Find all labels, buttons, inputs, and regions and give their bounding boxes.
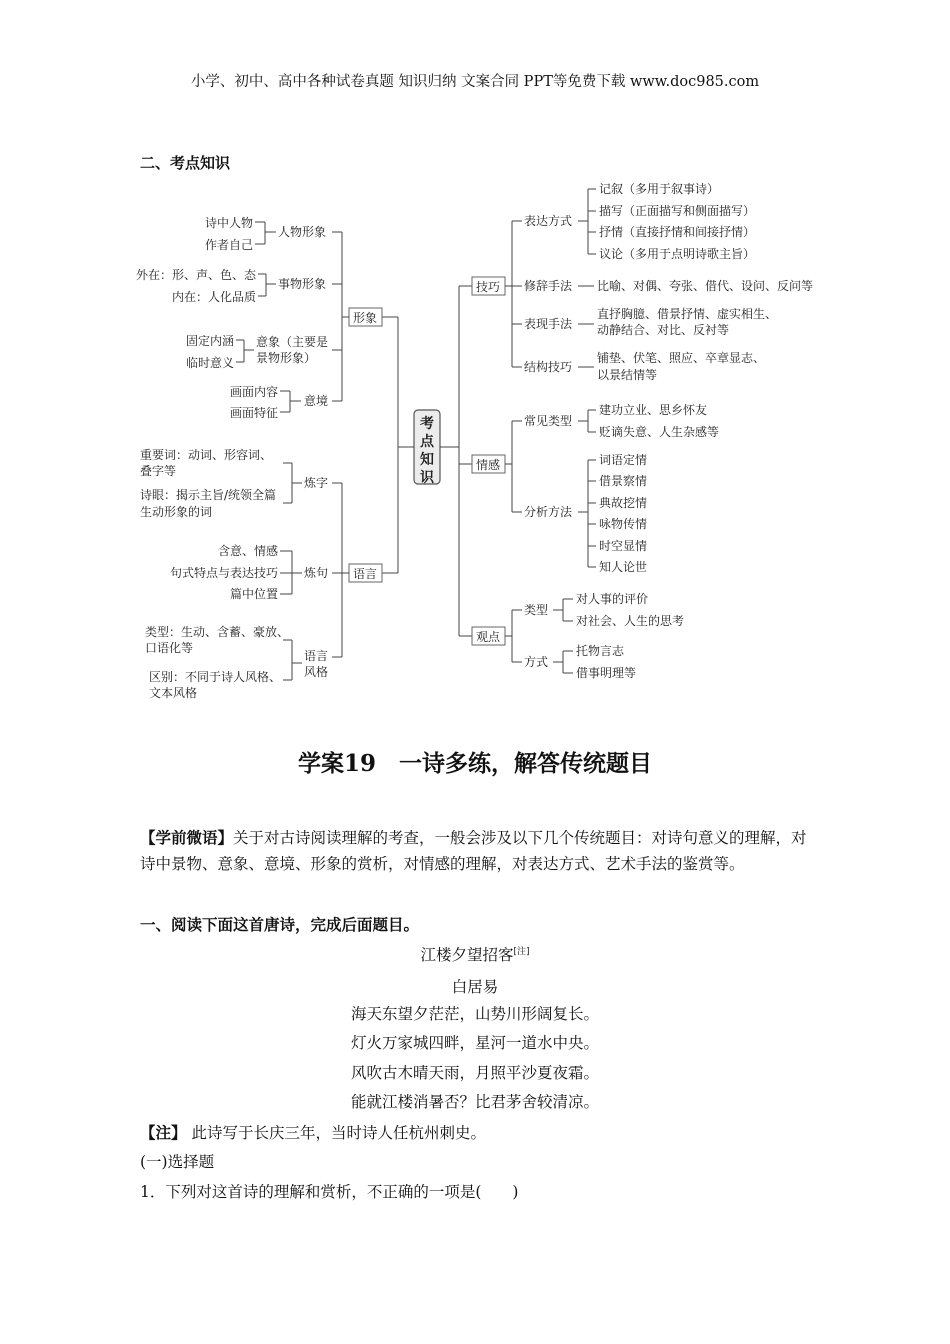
node-jiqiao: 技巧 xyxy=(475,280,501,294)
leaf-yixiang-1: 固定内涵 xyxy=(185,334,234,348)
leaf-fenxi-6: 知人论世 xyxy=(599,560,648,574)
mindmap-center-char: 点 xyxy=(420,434,434,450)
intro-text: 关于对古诗阅读理解的考查，一般会涉及以下几个传统题目：对诗句意义的理解，对诗中景物、意象、意境、形象的赏析，对情感的理解，对表达方式、艺术手法的鉴赏等。 xyxy=(140,829,807,873)
node-yixiang-l2: 景物形象） xyxy=(256,351,317,365)
leaf-lianzi-2a: 诗眼：揭示主旨/统领全篇 xyxy=(140,488,277,502)
leaf-fenxi-2: 借景察情 xyxy=(599,474,648,488)
node-jiegou: 结构技巧 xyxy=(524,360,573,374)
leaf-lianju-2: 句式特点与表达技巧 xyxy=(169,566,278,580)
node-yixiang-l1: 意象（主要是 xyxy=(256,335,329,349)
node-fenxi: 分析方法 xyxy=(524,505,573,519)
page-header: 小学、初中、高中各种试卷真题 知识归纳 文案合同 PPT等免费下载 www.doc985.com xyxy=(190,74,760,90)
poem-title-text: 江楼夕望招客 xyxy=(420,946,514,964)
leaf-fenxi-5: 时空显情 xyxy=(599,539,648,553)
node-guandian: 观点 xyxy=(475,630,501,644)
poem-note-mark: [注] xyxy=(513,946,530,957)
leaf-biaoda-1: 记叙（多用于叙事诗） xyxy=(599,182,720,196)
node-shiwu: 事物形象 xyxy=(278,277,327,291)
intro-paragraph xyxy=(140,825,812,877)
lesson-title: 学案19 一诗多练，解答传统题目 xyxy=(297,750,652,777)
leaf-lianju-3: 篇中位置 xyxy=(229,587,278,601)
mindmap-center-char: 识 xyxy=(420,470,434,486)
node-changjian: 常见类型 xyxy=(524,414,573,428)
leaf-yijing-1: 画面内容 xyxy=(229,385,278,399)
note-text: 此诗写于长庆三年，当时诗人任杭州刺史。 xyxy=(191,1124,486,1142)
node-biaoda: 表达方式 xyxy=(524,214,573,228)
leaf-lianju-1: 含意、情感 xyxy=(217,544,278,558)
poem-author: 白居易 xyxy=(451,978,499,996)
leaf-biaoxian-1: 直抒胸臆、借景抒情、虚实相生、 xyxy=(597,307,778,321)
node-yijing: 意境 xyxy=(304,394,329,408)
poem-line: 海天东望夕茫茫，山势川形阔复长。 xyxy=(350,1005,599,1023)
node-fangshi: 方式 xyxy=(524,655,549,669)
node-biaoxian: 表现手法 xyxy=(524,317,573,331)
leaf-fenxi-4: 咏物传情 xyxy=(599,517,648,531)
node-xiuci: 修辞手法 xyxy=(524,279,573,293)
leaf-yijing-2: 画面特征 xyxy=(229,406,278,420)
leaf-shiwu-1: 外在：形、声、色、态 xyxy=(135,268,256,282)
leaf-fengge-1b: 口语化等 xyxy=(145,641,194,655)
leaf-fengge-1a: 类型：生动、含蓄、豪放、 xyxy=(145,625,290,639)
poem-line: 能就江楼消暑否？比君茅舍较清凉。 xyxy=(350,1093,599,1111)
poem-line: 风吹古木晴天雨，月照平沙夏夜霜。 xyxy=(350,1064,599,1082)
mindmap-center-char: 考 xyxy=(420,416,434,432)
leaf-leixing-1: 对人事的评价 xyxy=(576,592,649,606)
leaf-shiwu-2: 内在：人化品质 xyxy=(171,290,256,304)
leaf-fengge-2a: 区别：不同于诗人风格、 xyxy=(149,670,282,684)
node-xingxiang: 形象 xyxy=(352,311,378,325)
leaf-renwu-2: 作者自己 xyxy=(204,238,253,252)
note-tag: 【注】 xyxy=(140,1124,187,1142)
leaf-fenxi-3: 典故挖情 xyxy=(599,496,648,510)
leaf-xiuci: 比喻、对偶、夸张、借代、设问、反问等 xyxy=(597,279,814,293)
leaf-biaoda-2: 描写（正面描写和侧面描写） xyxy=(599,204,756,218)
node-fengge-l2: 风格 xyxy=(304,665,329,679)
node-fengge-l1: 语言 xyxy=(304,649,329,663)
leaf-biaoda-3: 抒情（直接抒情和间接抒情） xyxy=(599,225,756,239)
leaf-leixing-2: 对社会、人生的思考 xyxy=(576,614,685,628)
intro-tag: 【学前微语】 xyxy=(140,829,234,847)
leaf-renwu-1: 诗中人物 xyxy=(204,216,253,230)
leaf-fengge-2b: 文本风格 xyxy=(149,686,198,700)
subsection-heading: (一)选择题 xyxy=(140,1153,215,1171)
leaf-biaoxian-2: 动静结合、对比、反衬等 xyxy=(597,323,730,337)
leaf-fenxi-1: 词语定情 xyxy=(599,453,648,467)
leaf-jiegou-2: 以景结情等 xyxy=(597,368,658,382)
question-1: 1．下列对这首诗的理解和赏析，不正确的一项是( ) xyxy=(140,1183,519,1201)
section-heading: 二、考点知识 xyxy=(140,154,231,172)
mindmap-center-char: 知 xyxy=(420,452,434,468)
node-qinggan: 情感 xyxy=(475,458,501,472)
node-lianzi: 炼字 xyxy=(304,476,329,490)
poem-line: 灯火万家城四畔，星河一道水中央。 xyxy=(350,1034,599,1052)
leaf-fangshi-1: 托物言志 xyxy=(576,644,625,658)
node-leixing: 类型 xyxy=(524,603,549,617)
leaf-jiegou-1: 铺垫、伏笔、照应、卒章显志、 xyxy=(597,351,766,365)
leaf-biaoda-4: 议论（多用于点明诗歌主旨） xyxy=(599,247,756,261)
node-lianju: 炼句 xyxy=(304,566,329,580)
poem-title xyxy=(0,943,950,965)
leaf-yixiang-2: 临时意义 xyxy=(185,356,234,370)
leaf-lianzi-2b: 生动形象的词 xyxy=(140,505,213,519)
leaf-changjian-2: 贬谪失意、人生杂感等 xyxy=(599,425,720,439)
poem-note xyxy=(140,1121,486,1143)
leaf-changjian-1: 建功立业、思乡怀友 xyxy=(599,403,708,417)
node-renwu: 人物形象 xyxy=(278,225,327,239)
question-heading: 一、阅读下面这首唐诗，完成后面题目。 xyxy=(140,916,420,934)
leaf-lianzi-1b: 叠字等 xyxy=(140,464,177,478)
leaf-fangshi-2: 借事明理等 xyxy=(576,666,637,680)
node-yuyan: 语言 xyxy=(352,567,378,581)
leaf-lianzi-1a: 重要词：动词、形容词、 xyxy=(140,448,273,462)
